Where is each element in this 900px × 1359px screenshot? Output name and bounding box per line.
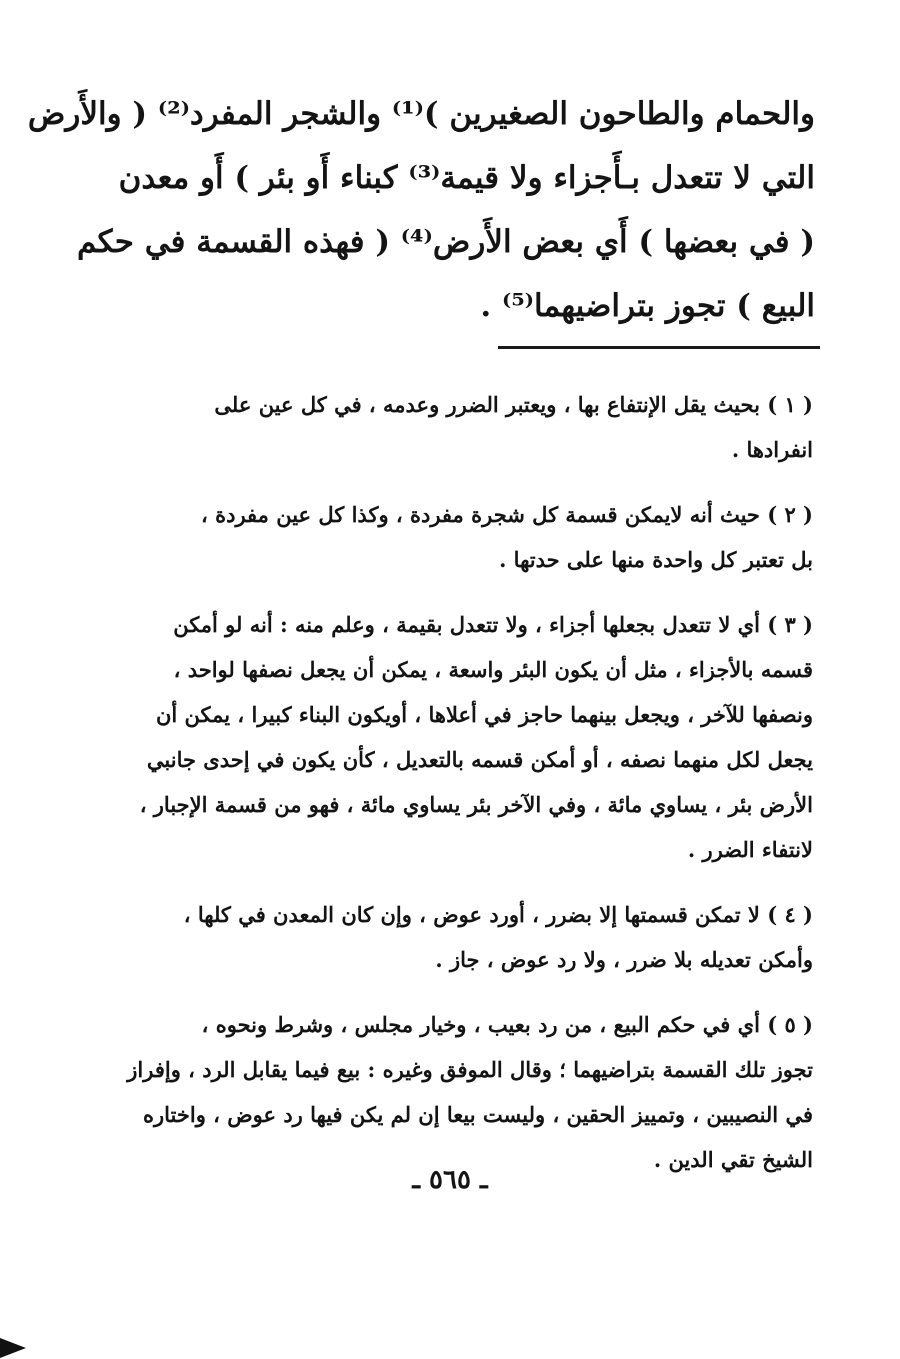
main-text-line: ( في بعضها ) أَي بعض الأَرض⁽⁴⁾ ( فهذه القسمة في حكم bbox=[77, 224, 815, 260]
footnote-line: لانتفاء الضرر . bbox=[687, 837, 813, 862]
main-text-line: والحمام والطاحون الصغيرين )⁽¹⁾ والشجر المفرد⁽²⁾ ( والأَرض bbox=[27, 96, 815, 132]
footnote-line: انفرادها . bbox=[731, 437, 813, 462]
footnotes-section bbox=[88, 382, 813, 1202]
main-text-block bbox=[27, 82, 815, 338]
footnote-line: ( ٤ ) لا تمكن قسمتها إلا بضرر ، أورد عوض ، وإن كان المعدن في كلها ، bbox=[183, 902, 813, 927]
footnote-line: تجوز تلك القسمة بتراضيهما ؛ وقال الموفق وغيره : بيع فيما يقابل الرد ، وإفراز bbox=[127, 1057, 813, 1082]
footnote-2 bbox=[88, 492, 813, 582]
footnote-line: وأمكن تعديله بلا ضرر ، ولا رد عوض ، جاز . bbox=[435, 947, 813, 972]
footnote-5 bbox=[88, 1002, 813, 1182]
footnote-line: ونصفها للآخر ، ويجعل بينهما حاجز في أعلاها ، أويكون البناء كبيرا ، يمكن أن bbox=[155, 702, 813, 727]
footnote-line: ( ٥ ) أي في حكم البيع ، من رد بعيب ، وخيار مجلس ، وشرط ونحوه ، bbox=[201, 1012, 813, 1037]
main-text-line: التي لا تتعدل بـأَجزاء ولا قيمة⁽³⁾ كبناء أَو بئر ) أَو معدن bbox=[118, 160, 815, 196]
footnote-line: قسمه بالأجزاء ، مثل أن يكون البئر واسعة ، يمكن أن يجعل نصفها لواحد ، bbox=[173, 657, 813, 682]
footnote-1 bbox=[88, 382, 813, 472]
footnote-line: بل تعتبر كل واحدة منها على حدتها . bbox=[499, 547, 813, 572]
main-text-line: البيع ) تجوز بتراضيهما⁽⁵⁾ . bbox=[480, 288, 815, 324]
footnote-line: ( ٢ ) حيث أنه لايمكن قسمة كل شجرة مفردة ، وكذا كل عين مفردة ، bbox=[201, 502, 813, 527]
page-number: ـ ٥٦٥ ـ bbox=[412, 1165, 488, 1195]
footnote-line: ( ٣ ) أي لا تتعدل بجعلها أجزاء ، ولا تتعدل بقيمة ، وعلم منه : أنه لو أمكن bbox=[173, 612, 813, 637]
footnote-line: الأرض بئر ، يساوي مائة ، وفي الآخر بئر يساوي مائة ، فهو من قسمة الإجبار ، bbox=[139, 792, 813, 817]
scan-edge-mark bbox=[0, 1338, 26, 1358]
footnote-line: يجعل لكل منهما نصفه ، أو أمكن قسمه بالتعديل ، كأن يكون في إحدى جانبي bbox=[146, 747, 813, 772]
footnote-line: ( ١ ) بحيث يقل الإنتفاع بها ، ويعتبر الضرر وعدمه ، في كل عين على bbox=[214, 392, 813, 417]
footnote-line: الشيخ تقي الدين . bbox=[653, 1147, 813, 1172]
footnote-separator-rule bbox=[498, 346, 820, 349]
footnote-3 bbox=[88, 602, 813, 872]
footnote-4 bbox=[88, 892, 813, 982]
footnote-line: في النصيبين ، وتمييز الحقين ، وليست بيعا إن لم يكن فيها رد عوض ، واختاره bbox=[143, 1102, 813, 1127]
